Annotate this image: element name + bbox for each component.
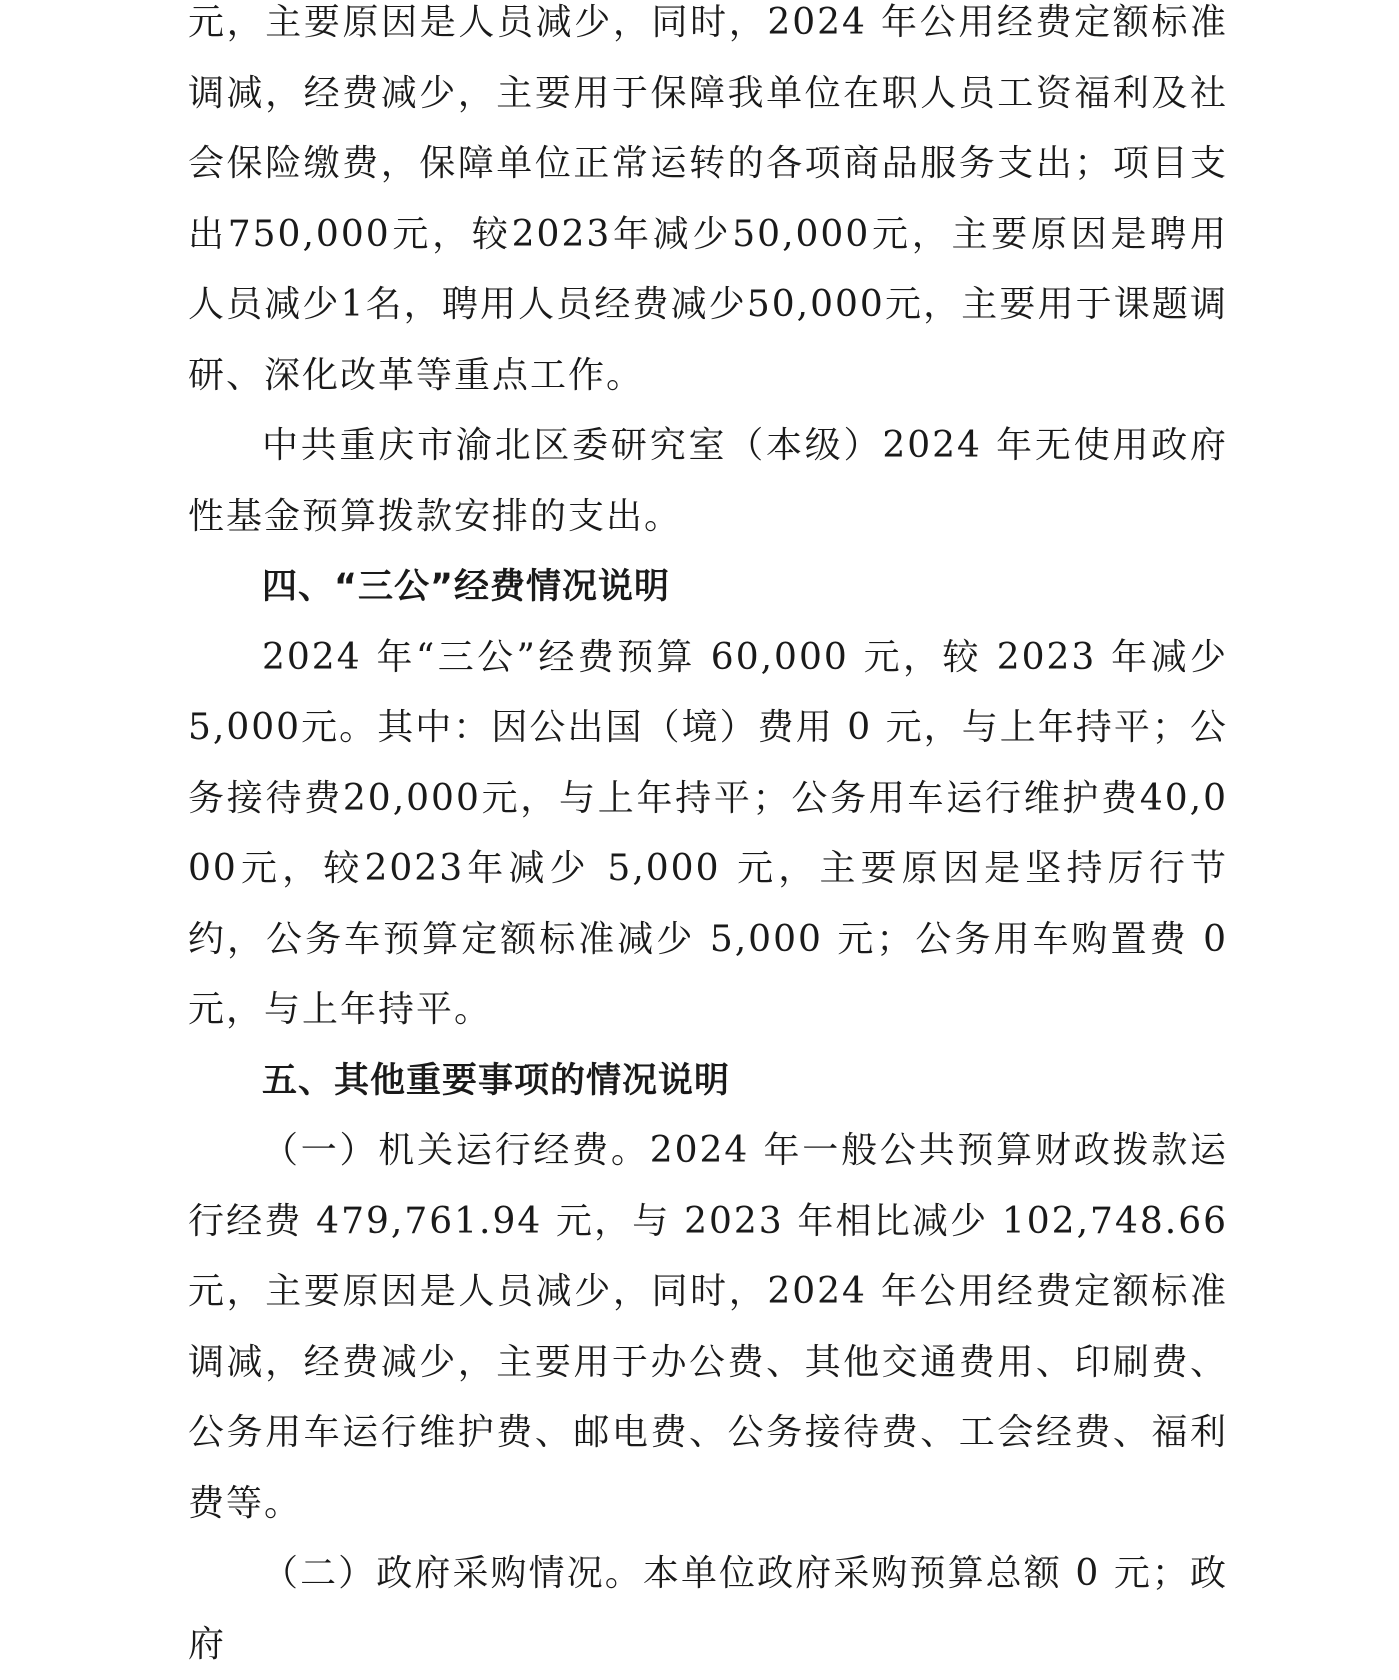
document-page [188, 0, 1228, 1680]
section-heading-three-public-expenses: 四、“三公”经费情况说明 [262, 567, 671, 607]
paragraph-agency-operating-expenses: （一）机关运行经费。2024 年一般公共预算财政拨款运行经费 479,761.94 元，与 2023 年相比减少 102,748.66 元，主要原因是人员减少，同时，2024 年公用经费定额标准调减，经费减少，主要用于办公费、其他交通费用、印刷费、公务用车运行维护费、邮电费、公务接待费、工会经费、福利费等。 [188, 1130, 1228, 1524]
paragraph-personnel-project-expenditure: 元，主要原因是人员减少，同时，2024 年公用经费定额标准调减，经费减少，主要用于保障我单位在职人员工资福利及社会保险缴费，保障单位正常运转的各项商品服务支出；项目支出750,000元，较2023年减少50,000元，主要原因是聘用人员减少1名，聘用人员经费减少50,000元，主要用于课题调研、深化改革等重点工作。 [188, 2, 1228, 396]
section-heading-other-matters: 五、其他重要事项的情况说明 [262, 1060, 731, 1101]
paragraph-government-fund-budget: 中共重庆市渝北区委研究室（本级）2024 年无使用政府性基金预算拨款安排的支出。 [188, 425, 1228, 537]
paragraph-government-procurement: （二）政府采购情况。本单位政府采购预算总额 0 元；政府 [188, 1553, 1228, 1665]
paragraph-three-public-expenses: 2024 年“三公”经费预算 60,000 元，较 2023 年减少 5,000元。其中：因公出国（境）费用 0 元，与上年持平；公务接待费20,000元，与上年持平；公务用车运行维护费40,000元，较2023年减少 5,000 元，主要原因是坚持厉行节约，公务车预算定额标准减少 5,000 元；公务用车购置费 0 元，与上年持平。 [188, 636, 1228, 1030]
